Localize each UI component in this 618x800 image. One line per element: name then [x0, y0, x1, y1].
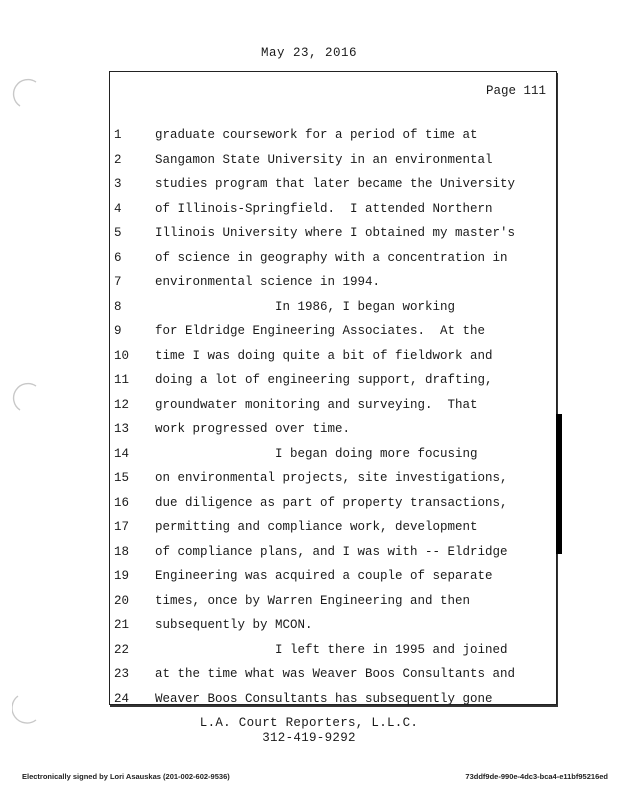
line-text: doing a lot of engineering support, drafting,	[155, 373, 493, 387]
line-number: 17	[114, 520, 130, 534]
line-text: Engineering was acquired a couple of separate	[155, 569, 493, 583]
line-number: 14	[114, 446, 130, 461]
line-text: I left there in 1995 and joined	[155, 642, 508, 657]
line-number: 18	[114, 544, 130, 559]
line-text: subsequently by MCON.	[155, 618, 313, 632]
electronic-signature: Electronically signed by Lori Asauskas (201-002-602-9536)	[22, 772, 230, 781]
line-number: 19	[114, 569, 130, 583]
line-number: 20	[114, 593, 130, 608]
line-text: of Illinois-Springfield. I attended Northern	[155, 201, 493, 216]
court-reporter-phone: 312-419-9292	[262, 731, 356, 745]
transcript-line	[0, 124, 618, 167]
reporter-footer	[0, 716, 618, 746]
transcript-line	[0, 320, 618, 363]
line-text: groundwater monitoring and surveying. That	[155, 397, 478, 412]
line-number: 16	[114, 495, 130, 510]
line-number: 22	[114, 642, 130, 657]
line-text: on environmental projects, site investigations,	[155, 471, 508, 485]
line-number: 21	[114, 618, 130, 632]
line-text: environmental science in 1994.	[155, 275, 381, 289]
transcript-line	[0, 197, 618, 240]
line-text: due diligence as part of property transactions,	[155, 495, 508, 510]
line-number: 23	[114, 667, 130, 681]
line-text: graduate coursework for a period of time at	[155, 128, 478, 142]
transcript-line	[0, 540, 618, 583]
line-text: times, once by Warren Engineering and then	[155, 593, 471, 608]
transcript-line	[0, 442, 618, 485]
line-number: 13	[114, 422, 130, 436]
transcript-line	[0, 222, 618, 265]
transcript-line	[0, 393, 618, 436]
transcript-line	[0, 344, 618, 387]
line-text: permitting and compliance work, development	[155, 520, 478, 534]
line-text: of science in geography with a concentration in	[155, 250, 508, 265]
line-text: In 1986, I began working	[155, 299, 456, 314]
line-text: I began doing more focusing	[155, 446, 478, 461]
transcript-line	[0, 418, 618, 461]
transcript-line	[0, 589, 618, 632]
line-text: of compliance plans, and I was with -- Eldridge	[155, 544, 508, 559]
line-number: 4	[114, 201, 122, 216]
transcript-line	[0, 663, 618, 706]
page-number: Page 111	[485, 84, 546, 98]
line-text: work progressed over time.	[155, 422, 351, 436]
line-text: for Eldridge Engineering Associates. At the	[155, 324, 486, 338]
line-number: 7	[114, 275, 122, 289]
line-number: 6	[114, 250, 122, 265]
document-hash: 73ddf9de-990e-4dc3-bca4-e11bf95216ed	[465, 772, 608, 781]
line-number: 8	[114, 299, 122, 314]
court-reporter-company: L.A. Court Reporters, L.L.C.	[199, 716, 419, 730]
line-number: 24	[114, 691, 130, 706]
line-text: Illinois University where I obtained my master's	[155, 226, 516, 240]
line-text: time I was doing quite a bit of fieldwork and	[155, 348, 493, 363]
line-text: Sangamon State University in an environmental	[155, 152, 493, 167]
line-number: 15	[114, 471, 130, 485]
line-number: 1	[114, 128, 122, 142]
line-number: 2	[114, 152, 122, 167]
transcript-line	[0, 516, 618, 559]
line-number: 10	[114, 348, 130, 363]
line-number: 9	[114, 324, 122, 338]
line-number: 5	[114, 226, 122, 240]
transcript-line	[0, 565, 618, 608]
transcript-line	[0, 491, 618, 534]
transcript-line	[0, 173, 618, 216]
transcript-line	[0, 246, 618, 289]
line-number: 11	[114, 373, 130, 387]
line-text: studies program that later became the University	[155, 177, 516, 191]
transcript-line	[0, 271, 618, 314]
line-text: Weaver Boos Consultants has subsequently gone	[155, 691, 493, 706]
transcript-line	[0, 99, 618, 142]
transcript-line	[0, 369, 618, 412]
line-number: 3	[114, 177, 122, 191]
transcript-line	[0, 638, 618, 681]
transcript-date: May 23, 2016	[260, 46, 357, 60]
scan-edge-bar	[556, 414, 562, 554]
line-text: at the time what was Weaver Boos Consultants and	[155, 667, 516, 681]
transcript-line	[0, 295, 618, 338]
transcript-line	[0, 148, 618, 191]
line-number: 12	[114, 397, 130, 412]
transcript-line	[0, 467, 618, 510]
transcript-line	[0, 614, 618, 657]
